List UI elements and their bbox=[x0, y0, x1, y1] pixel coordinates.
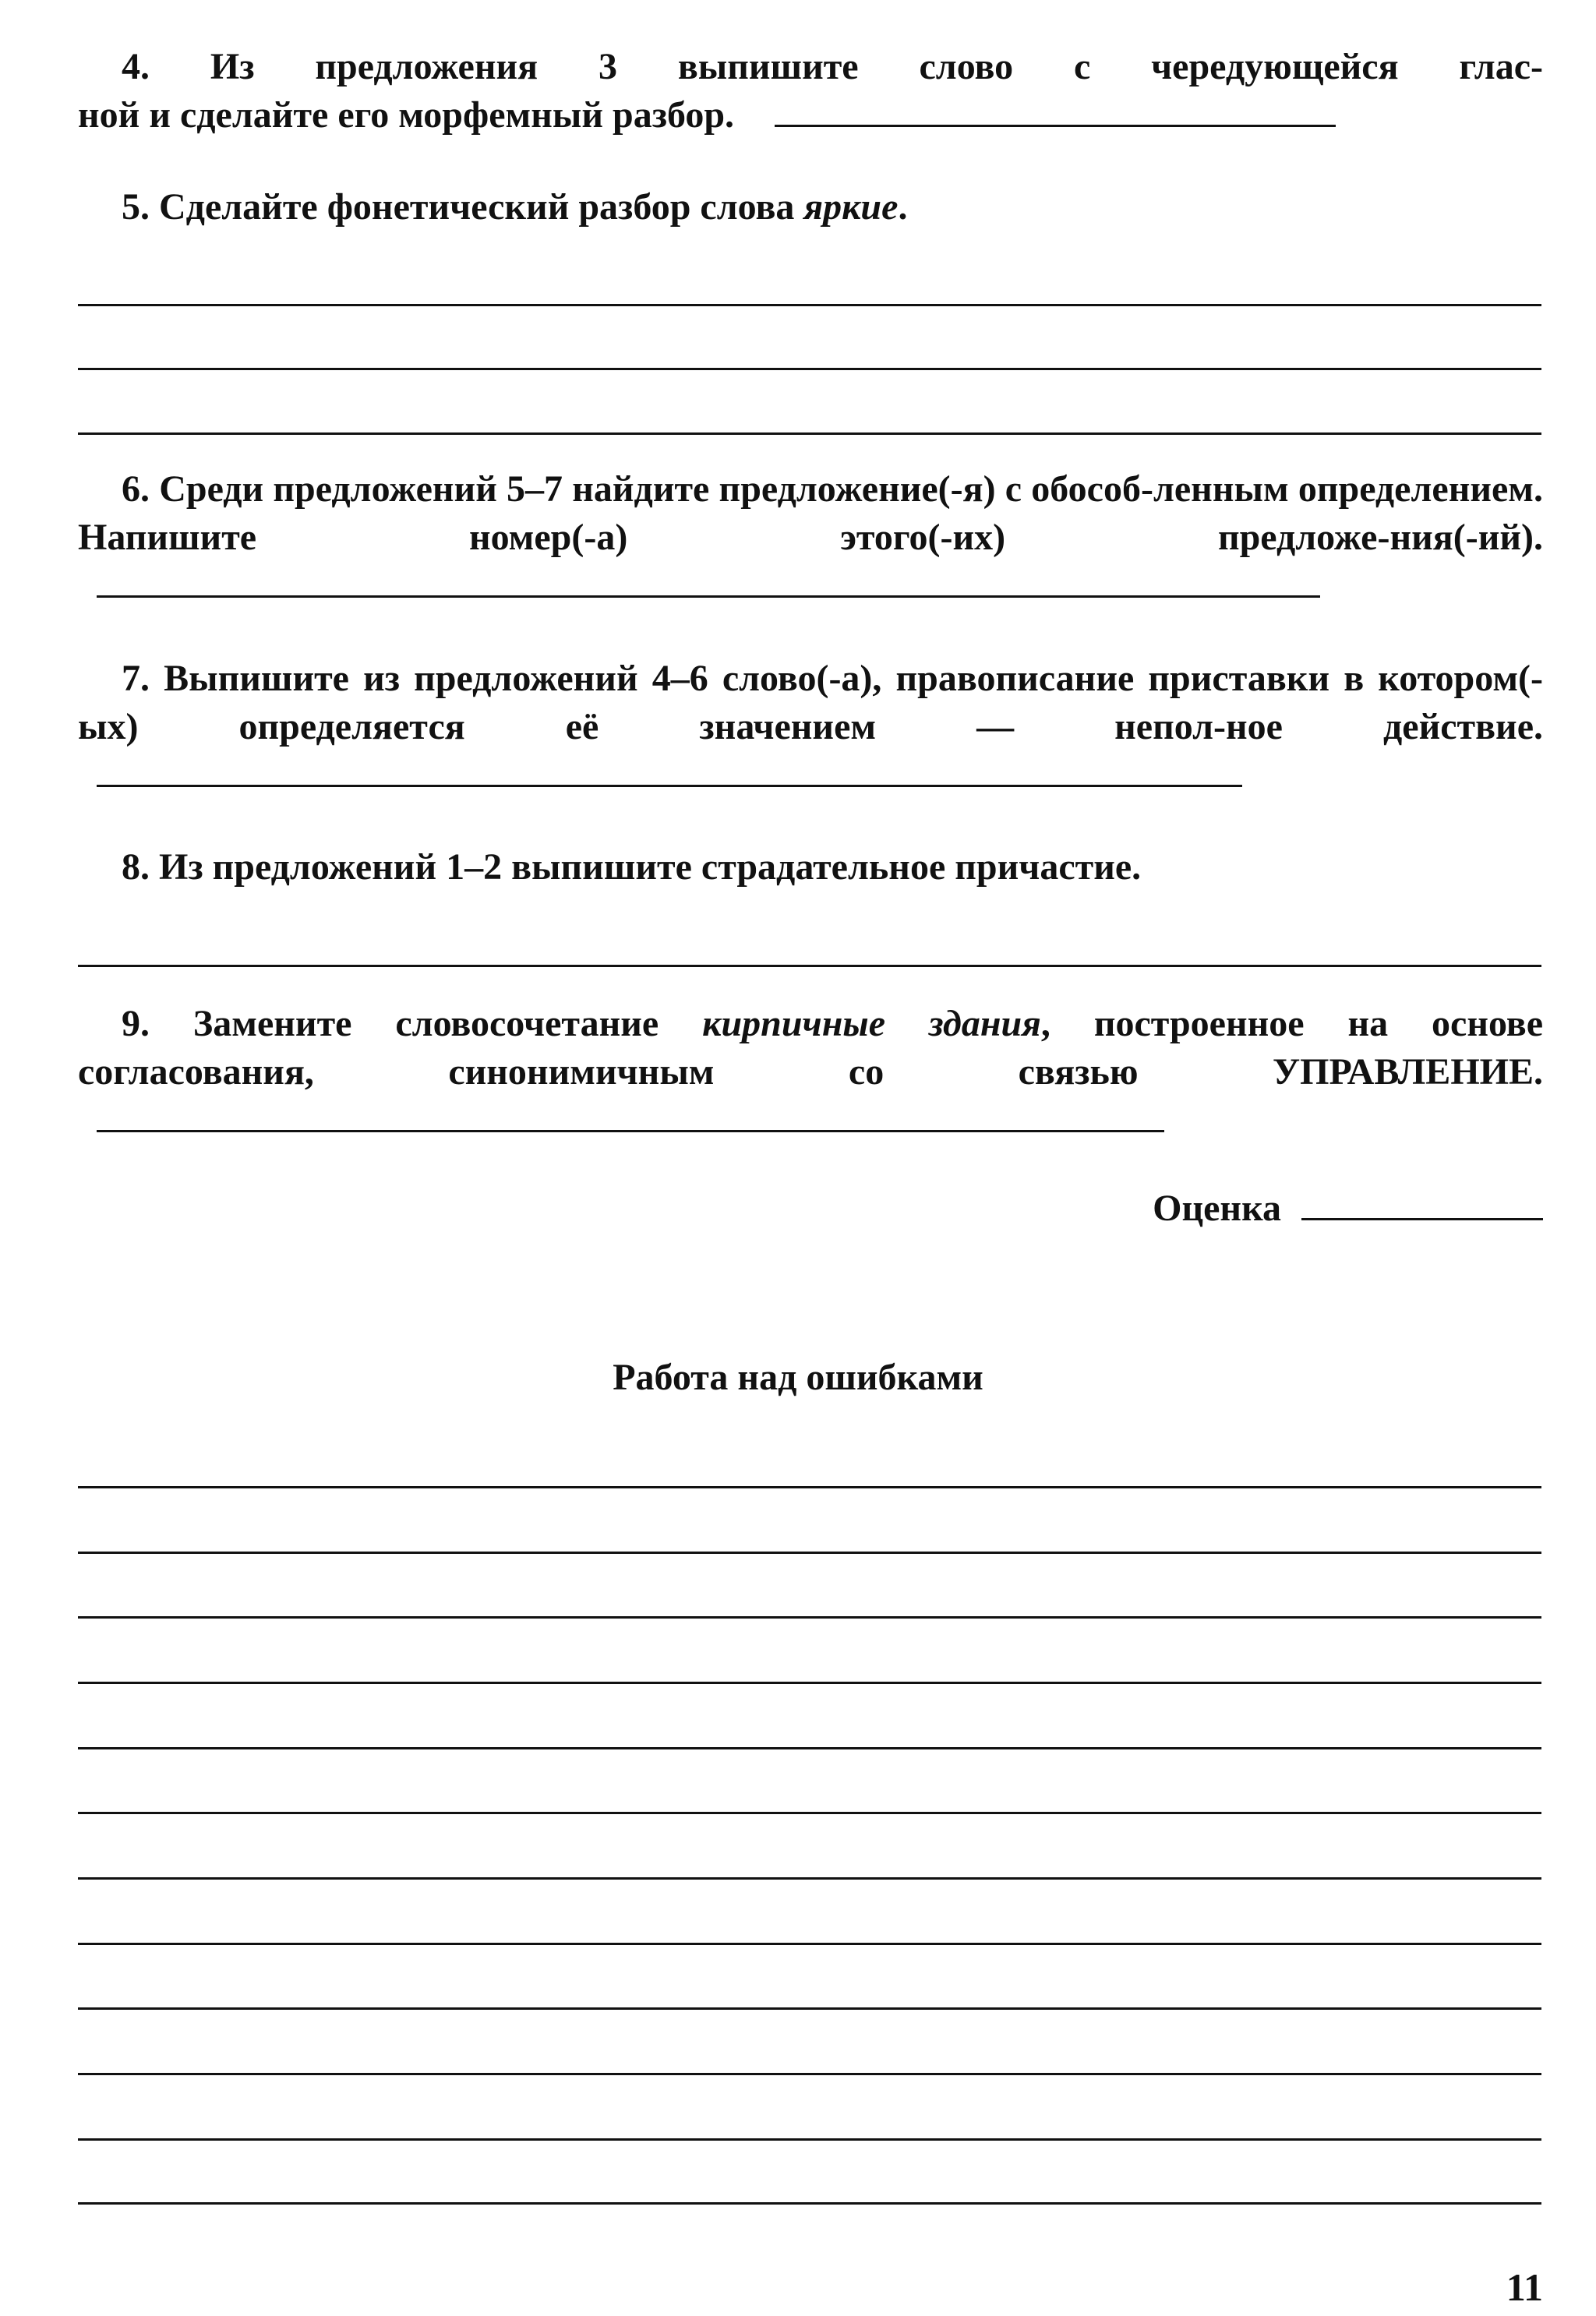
task-7 bbox=[78, 655, 1543, 800]
page-number: 11 bbox=[1506, 2265, 1543, 2309]
task-5-word: яркие bbox=[803, 186, 899, 228]
task-9-number: 9. bbox=[122, 1003, 150, 1044]
task-4-text-line1: Из предложения 3 выпишите слово с чередующейся глас- bbox=[210, 46, 1544, 87]
task-5-number: 5. bbox=[122, 186, 150, 228]
task-7-answer-line[interactable] bbox=[97, 754, 1242, 787]
task-6-answer-line[interactable] bbox=[97, 564, 1320, 598]
task-6-text: Среди предложений 5–7 найдите предложение(-я) с обособ-ленным определением. Напишите номер(-а) этого(-их) предложе-ния(-ий). bbox=[78, 468, 1544, 558]
task-4-text-line2: ной и сделайте его морфемный разбор. bbox=[78, 94, 735, 136]
task-4-answer-line[interactable] bbox=[775, 94, 1336, 127]
task-8 bbox=[78, 843, 1543, 891]
task-9-answer-line[interactable] bbox=[97, 1099, 1164, 1132]
task-5-answer-line-2[interactable] bbox=[78, 368, 1541, 370]
task-5-answer-line-3[interactable] bbox=[78, 432, 1541, 435]
task-9-last-word: УПРАВЛЕНИЕ. bbox=[1272, 1051, 1543, 1093]
errors-line-3[interactable] bbox=[78, 1616, 1541, 1619]
task-9-text-after: , построенное на основе согласования, синонимичным со связью bbox=[78, 1003, 1544, 1093]
task-8-answer-line[interactable] bbox=[78, 965, 1541, 967]
grade-field bbox=[1153, 1184, 1543, 1233]
errors-line-12[interactable] bbox=[78, 2202, 1541, 2205]
task-8-number: 8. bbox=[122, 846, 150, 888]
errors-line-11[interactable] bbox=[78, 2138, 1541, 2141]
task-4 bbox=[78, 43, 1543, 139]
task-9-text-before: Замените словосочетание bbox=[192, 1003, 659, 1044]
task-5-text: Сделайте фонетический разбор слова bbox=[159, 186, 795, 228]
task-7-text: Выпишите из предложений 4–6 слово(-а), правописание приставки в котором(-ых) определяется её значением — непол-ное действие. bbox=[78, 658, 1544, 747]
task-5-answer-line-1[interactable] bbox=[78, 304, 1541, 306]
errors-line-6[interactable] bbox=[78, 1812, 1541, 1814]
errors-section-title: Работа над ошибками bbox=[613, 1357, 983, 1398]
errors-line-9[interactable] bbox=[78, 2007, 1541, 2010]
grade-label: Оценка bbox=[1153, 1188, 1281, 1229]
errors-line-7[interactable] bbox=[78, 1877, 1541, 1880]
errors-line-8[interactable] bbox=[78, 1943, 1541, 1945]
task-5: 5. Сделайте фонетический разбор слова яркие. bbox=[122, 186, 908, 228]
task-6-number: 6. bbox=[122, 468, 150, 510]
task-9-phrase: кирпичные здания bbox=[702, 1003, 1041, 1044]
task-7-number: 7. bbox=[122, 658, 150, 699]
task-6 bbox=[78, 465, 1543, 610]
task-4-number: 4. bbox=[122, 46, 150, 87]
task-9 bbox=[78, 1000, 1543, 1145]
errors-line-4[interactable] bbox=[78, 1682, 1541, 1684]
errors-line-1[interactable] bbox=[78, 1486, 1541, 1488]
errors-line-10[interactable] bbox=[78, 2073, 1541, 2075]
errors-line-2[interactable] bbox=[78, 1552, 1541, 1554]
task-8-text: Из предложений 1–2 выпишите страдательное причастие. bbox=[159, 846, 1142, 888]
errors-line-5[interactable] bbox=[78, 1747, 1541, 1749]
grade-answer-line[interactable] bbox=[1301, 1187, 1543, 1220]
